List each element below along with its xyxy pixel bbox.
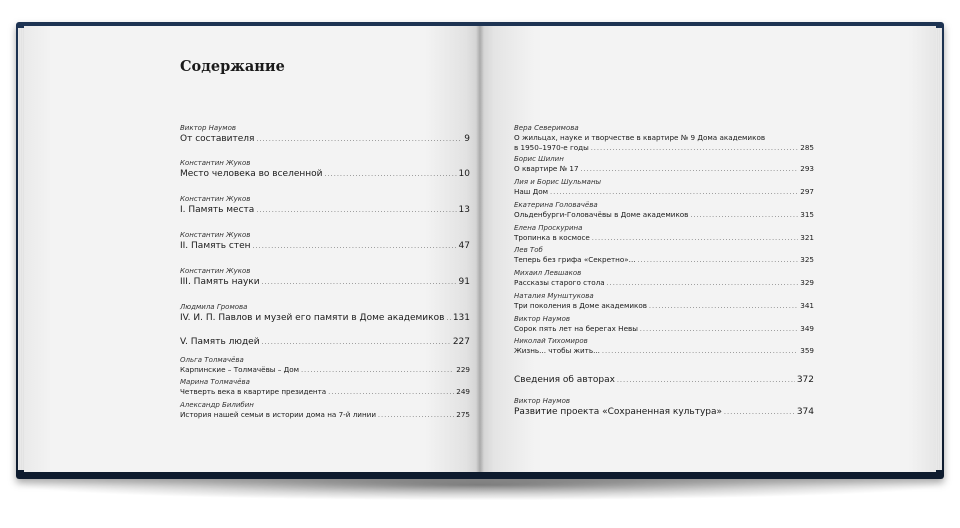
dot-leader: [649, 302, 798, 312]
entry-title: Три поколения в Доме академиков: [514, 301, 648, 310]
dot-leader: [607, 279, 799, 289]
entry-title: в 1950–1970-е годы: [514, 143, 589, 152]
dot-leader: [262, 277, 457, 289]
entry-title: III. Память науки: [180, 277, 260, 287]
dot-leader: [378, 411, 454, 421]
entry-row: [514, 374, 814, 387]
entry-author: Николай Тихомиров: [514, 337, 588, 345]
right-page: [480, 26, 936, 472]
entry-page: 359: [800, 346, 814, 355]
entry-title: Рассказы старого стола: [514, 278, 605, 287]
entry-page: 374: [796, 407, 814, 417]
dot-leader: [446, 313, 450, 325]
toc-entry: [514, 224, 814, 244]
toc-entry: [514, 201, 814, 221]
dot-leader: [602, 347, 798, 357]
entry-author: Борис Шилин: [514, 155, 564, 163]
entry-author: Людмила Громова: [180, 303, 248, 311]
entry-title-line: О жильцах, науке и творчестве в квартире № 9 Дома академиков: [514, 133, 766, 142]
entry-author: Наталия Мунштукова: [514, 292, 594, 300]
entry-row: [180, 312, 470, 325]
toc-entry: [514, 155, 814, 175]
entry-row: [514, 187, 814, 198]
entry-row: [514, 324, 814, 335]
book-gutter: [476, 26, 484, 472]
toc-entry: [180, 336, 470, 349]
entry-author: Вера Северимова: [514, 124, 579, 132]
entry-title: IV. И. П. Павлов и музей его памяти в Доме академиков: [180, 313, 445, 323]
entry-row: [514, 210, 814, 221]
toc-entry: [514, 337, 814, 357]
entry-page: 91: [458, 277, 470, 287]
entry-page: 275: [456, 410, 470, 419]
entry-title: От составителя: [180, 134, 255, 144]
toc-entry: [514, 397, 814, 419]
toc-entry: [180, 195, 470, 217]
entry-page: 315: [800, 210, 814, 219]
dot-leader: [256, 205, 456, 217]
entry-row: [180, 410, 470, 421]
entry-row: [180, 365, 470, 376]
entry-page: 10: [458, 169, 470, 179]
entry-page: 229: [456, 365, 470, 374]
entry-row: [514, 255, 814, 266]
dot-leader: [592, 234, 798, 244]
dot-leader: [591, 144, 798, 154]
entry-row: [180, 240, 470, 253]
toc-entry: [514, 269, 814, 289]
toc-entry: [180, 378, 470, 398]
dot-leader: [581, 165, 799, 175]
entry-page: 293: [800, 164, 814, 173]
entry-title: История нашей семьи в истории дома на 7-й линии: [180, 410, 377, 419]
dot-leader: [638, 256, 799, 266]
entry-author: Лев Тоб: [514, 246, 543, 254]
entry-page: 329: [800, 278, 814, 287]
dot-leader: [690, 211, 798, 221]
toc-entry: [180, 231, 470, 253]
entry-title: Развитие проекта «Сохраненная культура»: [514, 407, 723, 417]
entry-title: Четверть века в квартире президента: [180, 387, 327, 396]
entry-page: 341: [800, 301, 814, 310]
entry-author: Виктор Наумов: [514, 315, 570, 323]
entry-title: Наш Дом: [514, 187, 549, 196]
entry-page: 227: [452, 337, 470, 347]
toc-entry: [514, 246, 814, 266]
entry-page: 13: [458, 205, 470, 215]
entry-page: 321: [800, 233, 814, 242]
entry-row: [180, 387, 470, 398]
dot-leader: [724, 407, 795, 419]
entry-row: [180, 336, 470, 349]
toc-entry: [514, 178, 814, 198]
entry-title: I. Память места: [180, 205, 255, 215]
toc-entry: [180, 401, 470, 421]
entry-title: II. Память стен: [180, 241, 251, 251]
entry-title: Сорок пять лет на берегах Невы: [514, 324, 638, 333]
entry-author: Елена Проскурина: [514, 224, 583, 232]
entry-title: Тропинка в космосе: [514, 233, 590, 242]
toc-entry: [180, 159, 470, 181]
entry-title: V. Память людей: [180, 337, 260, 347]
entry-author: Виктор Наумов: [180, 124, 236, 132]
entry-author: Александр Билибин: [180, 401, 254, 409]
entry-title: Место человека во вселенной: [180, 169, 323, 179]
entry-title: Сведения об авторах: [514, 375, 615, 385]
entry-page: 349: [800, 324, 814, 333]
entry-author: Константин Жуков: [180, 231, 251, 239]
toc-entry: [514, 315, 814, 335]
dot-leader: [325, 169, 457, 181]
entry-author: Марина Толмачёва: [180, 378, 250, 386]
entry-page: 249: [456, 387, 470, 396]
entry-row: [514, 406, 814, 419]
entry-page: 9: [464, 134, 470, 144]
entry-title: Карпинские – Толмачёвы – Дом: [180, 365, 300, 374]
left-page: [24, 26, 480, 472]
right-page-edges: [936, 28, 942, 470]
entry-title: Жизнь... чтобы жить...: [514, 346, 600, 355]
dot-leader: [328, 388, 454, 398]
entry-title: Ольденбурги-Головачёвы в Доме академиков: [514, 210, 689, 219]
dot-leader: [301, 366, 454, 376]
entry-author: Константин Жуков: [180, 267, 251, 275]
entry-author: Константин Жуков: [180, 195, 251, 203]
entry-author: Екатерина Головачёва: [514, 201, 598, 209]
toc-entry: [180, 267, 470, 289]
entry-page: 372: [796, 375, 814, 385]
entry-page: 325: [800, 255, 814, 264]
toc-entry: [180, 124, 470, 146]
toc-entry: [514, 124, 814, 154]
entry-author: Михаил Левшаков: [514, 269, 582, 277]
entry-row: [180, 168, 470, 181]
entry-title: О квартире № 17: [514, 164, 579, 173]
entry-page: 285: [800, 143, 814, 152]
entry-row: [180, 276, 470, 289]
entry-row: [514, 346, 814, 357]
toc-entry: [180, 356, 470, 376]
toc-entry: [514, 374, 814, 387]
entry-page: 131: [452, 313, 470, 323]
dot-leader: [617, 375, 795, 387]
toc-entry: [180, 303, 470, 325]
entry-author: Ольга Толмачёва: [180, 356, 244, 364]
entry-row: [514, 301, 814, 312]
dot-leader: [640, 325, 798, 335]
dot-leader: [550, 188, 798, 198]
entry-row: [514, 278, 814, 289]
entry-author: Лия и Борис Шульманы: [514, 178, 602, 186]
entry-row: [180, 204, 470, 217]
dot-leader: [262, 337, 451, 349]
toc-entry: [514, 292, 814, 312]
entry-page: 47: [458, 241, 470, 251]
entry-row: [514, 233, 814, 244]
entry-row: [514, 164, 814, 175]
entry-row: [180, 133, 470, 146]
entry-author: Константин Жуков: [180, 159, 251, 167]
entry-row: [514, 143, 814, 154]
dot-leader: [253, 241, 457, 253]
dot-leader: [256, 134, 462, 146]
toc-heading: Содержание: [180, 58, 285, 75]
entry-author: Виктор Наумов: [514, 397, 570, 405]
entry-page: 297: [800, 187, 814, 196]
entry-title: Теперь без грифа «Секретно»...: [514, 255, 636, 264]
